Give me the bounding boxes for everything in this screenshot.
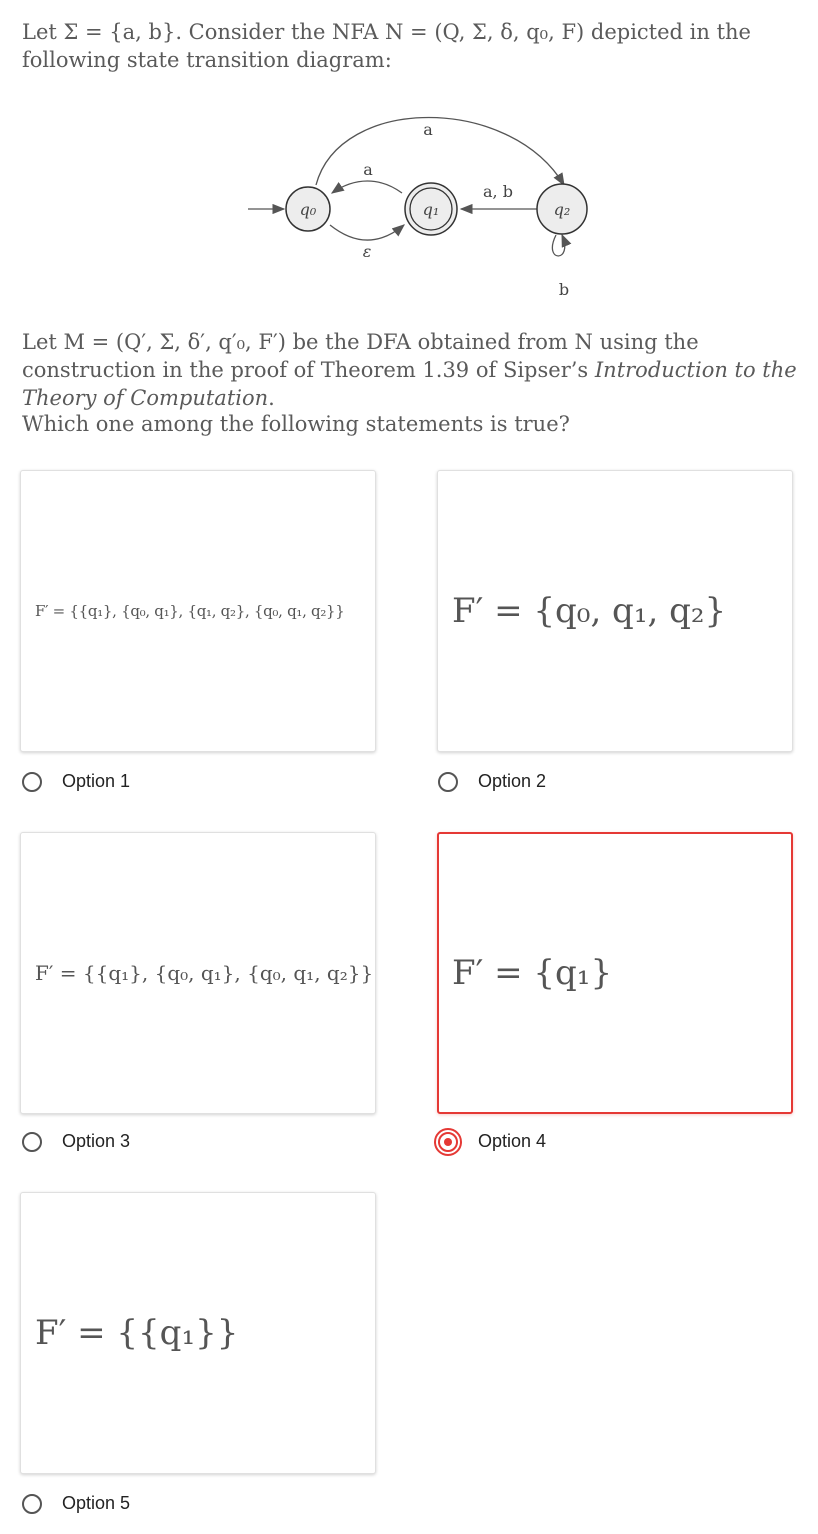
svg-text:q₁: q₁ [422, 200, 440, 219]
option-3-radio[interactable] [22, 1132, 42, 1152]
option-3-label: Option 3 [62, 1131, 131, 1151]
label-q1-q0: a [363, 160, 373, 179]
edge-q0-q2 [316, 118, 564, 186]
option-2-label: Option 2 [478, 771, 547, 791]
option-3-radio-row[interactable] [22, 1131, 130, 1152]
book-title: Introduction to the Theory of Computation [22, 358, 797, 410]
option-3-card[interactable] [20, 832, 376, 1114]
option-5-label: Option 5 [62, 1493, 131, 1513]
label-q2-q2: b [558, 280, 570, 299]
edge-q0-q1 [330, 225, 404, 240]
label-q0-q1: ε [362, 242, 372, 261]
option-1-card[interactable] [20, 470, 376, 752]
option-5-radio-row[interactable] [22, 1493, 130, 1514]
option-5-formula: F′ = {{q₁}} [35, 1313, 239, 1353]
state-q1 [405, 183, 457, 235]
svg-text:q₂: q₂ [553, 200, 571, 219]
label-q2-q1: a, b [483, 182, 513, 201]
state-q2 [537, 184, 587, 234]
option-4-card[interactable] [437, 832, 793, 1114]
option-4-radio[interactable] [438, 1132, 458, 1152]
edge-q1-q0 [332, 181, 402, 193]
option-1-radio[interactable] [22, 772, 42, 792]
option-4-focus-ring [434, 1128, 462, 1156]
option-5-card[interactable] [20, 1192, 376, 1474]
option-4-radio-row[interactable] [438, 1131, 546, 1152]
option-4-label: Option 4 [478, 1131, 547, 1151]
question-intro: Let Σ = {a, b}. Consider the NFA N = (Q, Σ, δ, q₀, F) depicted in the following state transition diagram: [22, 20, 751, 72]
option-4-formula: F′ = {q₁} [452, 953, 613, 993]
option-2-radio-row[interactable] [438, 771, 546, 792]
nfa-diagram [230, 105, 630, 305]
question-prompt: Which one among the following statements is true? [22, 412, 570, 436]
svg-text:q₀: q₀ [299, 200, 317, 219]
option-2-radio[interactable] [438, 772, 458, 792]
option-1-label: Option 1 [62, 771, 131, 791]
state-q0 [286, 187, 330, 231]
option-1-radio-row[interactable] [22, 771, 130, 792]
option-3-formula: F′ = {{q₁}, {q₀, q₁}, {q₀, q₁, q₂}} [35, 961, 374, 985]
label-q0-q2: a [423, 120, 433, 139]
option-2-card[interactable] [437, 470, 793, 752]
question-dfa-definition: Let M = (Q′, Σ, δ′, q′₀, F′) be the DFA obtained from N using the construction in the proof of Theorem 1.39 of Sipser’s Introduction to the Theory of Computation. [22, 330, 797, 410]
option-1-formula: F′ = {{q₁}, {q₀, q₁}, {q₁, q₂}, {q₀, q₁, q₂}} [35, 602, 345, 620]
option-5-radio[interactable] [22, 1494, 42, 1514]
option-2-formula: F′ = {q₀, q₁, q₂} [452, 591, 727, 631]
edge-q2-q2 [552, 235, 564, 256]
